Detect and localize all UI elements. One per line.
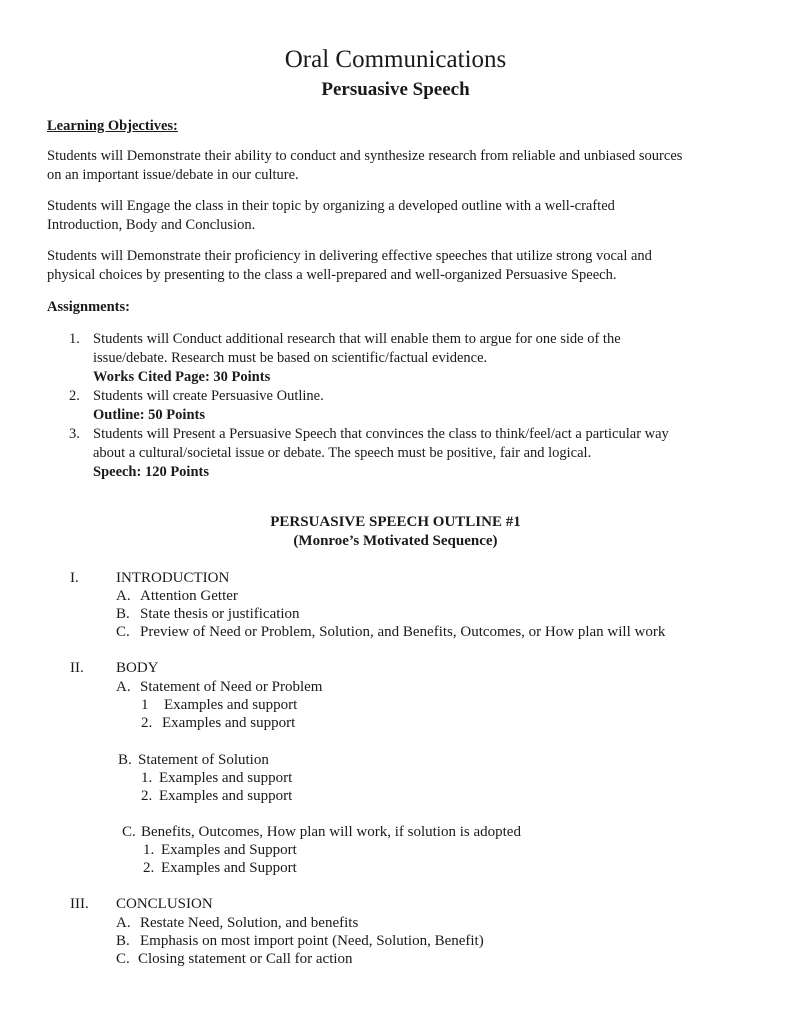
item-text: State thesis or justification	[140, 606, 300, 622]
page-title: Oral Communications	[284, 46, 507, 73]
item-letter: A.	[116, 588, 131, 604]
assignment-text: issue/debate. Research must be based on scientific/factual evidence.	[93, 350, 488, 366]
sub-number: 1.	[141, 770, 153, 786]
sub-text: Examples and support	[164, 697, 298, 713]
sub-number: 2.	[143, 860, 155, 876]
section-numeral: II.	[70, 660, 84, 676]
assignment-points: Speech: 120 Points	[93, 464, 209, 480]
sub-text: Examples and support	[162, 715, 296, 731]
item-text: Closing statement or Call for action	[138, 951, 353, 967]
assignment-points: Outline: 50 Points	[93, 407, 205, 423]
assignment-number: 1.	[69, 331, 80, 347]
sub-number: 1.	[143, 842, 155, 858]
assignment-text: about a cultural/societal issue or debate. The speech must be positive, fair and logical.	[93, 445, 592, 461]
item-text: Restate Need, Solution, and benefits	[140, 915, 359, 931]
item-letter: B.	[118, 752, 132, 768]
item-text: Statement of Need or Problem	[140, 679, 323, 695]
sub-number: 2.	[141, 715, 153, 731]
item-text: Emphasis on most import point (Need, Solution, Benefit)	[140, 933, 484, 949]
sub-text: Examples and support	[159, 770, 293, 786]
assignment-text: Students will Present a Persuasive Speech that convinces the class to think/feel/act a particular way	[93, 426, 669, 442]
item-letter: C.	[116, 951, 130, 967]
item-text: Statement of Solution	[138, 752, 269, 768]
page-subtitle: Persuasive Speech	[321, 79, 470, 100]
assignment-number: 2.	[69, 388, 80, 404]
section-label: INTRODUCTION	[116, 570, 230, 586]
paragraph-line: on an important issue/debate in our culture.	[47, 167, 299, 183]
item-text: Attention Getter	[140, 588, 238, 604]
assignment-points: Works Cited Page: 30 Points	[93, 369, 271, 385]
paragraph-line: Students will Demonstrate their proficiency in delivering effective speeches that utilize strong vocal and	[47, 248, 652, 264]
assignments-heading: Assignments:	[47, 299, 130, 315]
item-letter: A.	[116, 915, 131, 931]
objective-paragraph	[47, 247, 652, 285]
sub-text: Examples and Support	[161, 842, 297, 858]
paragraph-line: physical choices by presenting to the class a well-prepared and well-organized Persuasive Speech.	[47, 267, 617, 283]
paragraph-line: Students will Demonstrate their ability to conduct and synthesize research from reliable and unbiased sources	[47, 148, 683, 164]
assignment-text: Students will create Persuasive Outline.	[93, 388, 324, 404]
item-letter: A.	[116, 679, 131, 695]
sub-number: 2.	[141, 788, 153, 804]
objectives-heading: Learning Objectives:	[47, 118, 178, 134]
assignment-text: Students will Conduct additional research that will enable them to argue for one side of the	[93, 331, 621, 347]
section-label: CONCLUSION	[116, 896, 213, 912]
item-letter: C.	[122, 824, 136, 840]
paragraph-line: Introduction, Body and Conclusion.	[47, 217, 256, 233]
item-text: Preview of Need or Problem, Solution, and Benefits, Outcomes, or How plan will work	[140, 624, 666, 640]
section-numeral: I.	[70, 570, 79, 586]
objective-paragraph	[47, 197, 615, 235]
sub-text: Examples and Support	[161, 860, 297, 876]
item-letter: B.	[116, 933, 130, 949]
objective-paragraph	[47, 147, 682, 185]
outline-subtitle: (Monroe’s Motivated Sequence)	[293, 533, 498, 549]
sub-text: Examples and support	[159, 788, 293, 804]
item-letter: C.	[116, 624, 130, 640]
outline-title: PERSUASIVE SPEECH OUTLINE #1	[270, 514, 521, 530]
sub-number: 1	[141, 697, 149, 713]
assignment-number: 3.	[69, 426, 80, 442]
section-numeral: III.	[70, 896, 89, 912]
item-text: Benefits, Outcomes, How plan will work, if solution is adopted	[141, 824, 521, 840]
section-label: BODY	[116, 660, 159, 676]
paragraph-line: Students will Engage the class in their topic by organizing a developed outline with a well-crafted	[47, 198, 615, 214]
item-letter: B.	[116, 606, 130, 622]
